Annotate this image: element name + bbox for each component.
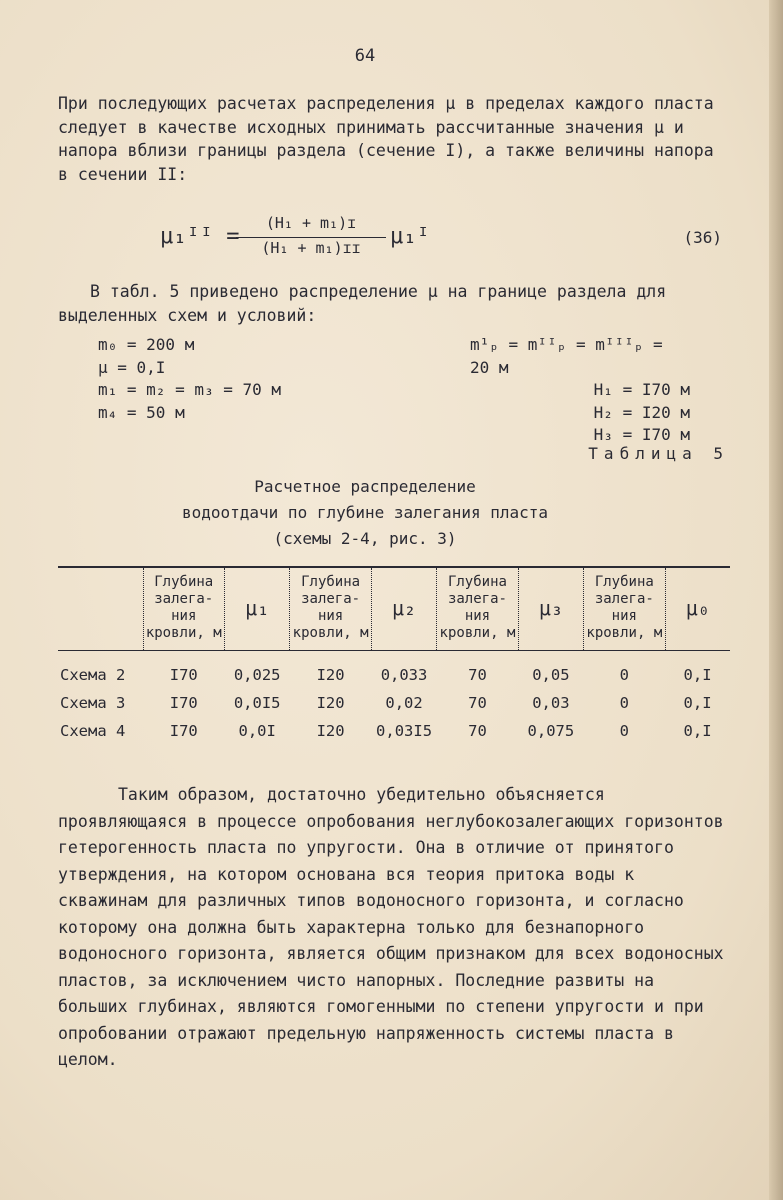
formula-numerator: (H₁ + m₁)ɪ — [265, 214, 357, 232]
paragraph-intro: При последующих расчетах распределения μ в пределах каждого пласта следует в качестве исходных принимать рассчитанные значения μ и напора вблизи границы раздела (сечение I), а также величины напора в сечении II: — [58, 94, 714, 184]
paragraph-table-intro: В табл. 5 приведено распределение μ на границе раздела для выделенных схем и условий: — [58, 282, 667, 325]
table-cell: 0,03I5 — [376, 722, 433, 740]
condition-h1: H₁ = I70 м — [593, 380, 690, 399]
page-number: 64 — [354, 46, 376, 66]
header-scheme — [58, 567, 143, 651]
header-mu-3: μ₃ — [518, 567, 583, 651]
table-row — [58, 689, 730, 717]
header-depth-1: Глубина залега- ния кровли, м — [143, 567, 224, 651]
table-cell: I70 — [169, 694, 198, 712]
formula-lhs: μ₁ᴵᴵ = — [160, 224, 240, 249]
formula-number: (36) — [683, 228, 722, 247]
data-table — [58, 566, 730, 745]
condition-mp: m¹ₚ = mᴵᴵₚ = mᴵᴵᴵₚ = 20 м — [470, 335, 663, 377]
table-row — [58, 717, 730, 745]
table-cell: 0,02 — [385, 694, 423, 712]
header-mu-2: μ₂ — [371, 567, 436, 651]
table-cell: 0,0I — [238, 722, 276, 740]
table-cell: Схема 2 — [60, 666, 126, 684]
table-cell: 0,I — [683, 694, 712, 712]
caption-line-2: водоотдачи по глубине залегания пласта — [181, 503, 549, 522]
table-cell: 70 — [468, 722, 487, 740]
table-header-row — [58, 567, 730, 651]
table-cell: 0,075 — [527, 722, 575, 740]
condition-h2: H₂ = I20 м — [593, 402, 690, 422]
table-cell: 0 — [619, 722, 629, 740]
condition-m0: m₀ = 200 м — [98, 335, 195, 354]
paragraph-conclusion: Таким образом, достаточно убедительно объясняется проявляющаяся в процессе опробования неглубокозалегающих горизонтов гетерогенность пласта по упругости. Она в отличие от принятого утверждения, на котором основана вся теория притока воды к скважинам для различных типов водоносного горизонта, и согласно которому она должна быть характерна только для безнапорного водоносного горизонта, является общим признаком для всех водоносных пластов, за исключением чисто напорных. Последние развиты на больших глубинах, являются гомогенными по степени упругости и при опробовании отражают предельную напряженность системы пласта в целом. — [58, 785, 724, 1069]
table-cell: 70 — [468, 666, 487, 684]
table-caption — [60, 474, 670, 552]
header-depth-2: Глубина залега- ния кровли, м — [290, 567, 371, 651]
header-mu-1: μ₁ — [224, 567, 289, 651]
table-cell: 0,03 — [532, 694, 570, 712]
condition-m123: m₁ = m₂ = m₃ = 70 м — [98, 380, 282, 399]
formula-rhs: μ₁ᴵ — [390, 224, 430, 249]
table-cell: 0,I — [683, 666, 712, 684]
table-cell: Схема 4 — [60, 722, 126, 740]
table-cell: 0,025 — [233, 666, 281, 684]
formula-36 — [160, 214, 730, 266]
formula-denominator: (H₁ + m₁)ɪɪ — [261, 239, 361, 257]
table-cell: 0,0I5 — [233, 694, 281, 712]
header-mu-0: μ₀ — [665, 567, 730, 651]
table-cell: Схема 3 — [60, 694, 126, 712]
caption-line-1: Расчетное распределение — [254, 477, 476, 496]
fraction-bar — [236, 237, 386, 238]
formula-fraction — [236, 214, 386, 257]
table-label: Таблица 5 — [588, 444, 729, 463]
condition-h3: H₃ = I70 м — [593, 425, 690, 444]
table-cell: 0,033 — [380, 666, 428, 684]
conditions-left — [98, 334, 281, 424]
header-depth-3: Глубина залега- ния кровли, м — [437, 567, 518, 651]
table-cell: 0,05 — [532, 666, 570, 684]
header-depth-4: Глубина залега- ния кровли, м — [584, 567, 665, 651]
conditions-block — [60, 334, 730, 444]
conditions-right — [470, 334, 710, 447]
condition-mu: μ = 0,I — [98, 357, 166, 377]
table-cell: 70 — [468, 694, 487, 712]
table-cell: I20 — [316, 722, 345, 740]
table-cell: 0 — [619, 694, 629, 712]
table-row — [58, 651, 730, 690]
book-edge — [769, 0, 783, 1200]
condition-m4: m₄ = 50 м — [98, 402, 185, 422]
table-cell: I20 — [316, 666, 345, 684]
table-cell: 0 — [619, 666, 629, 684]
caption-line-3: (схемы 2-4, рис. 3) — [273, 529, 457, 548]
table-cell: I70 — [169, 722, 198, 740]
table-cell: I70 — [169, 666, 198, 684]
table-cell: I20 — [316, 694, 345, 712]
table-cell: 0,I — [683, 722, 712, 740]
